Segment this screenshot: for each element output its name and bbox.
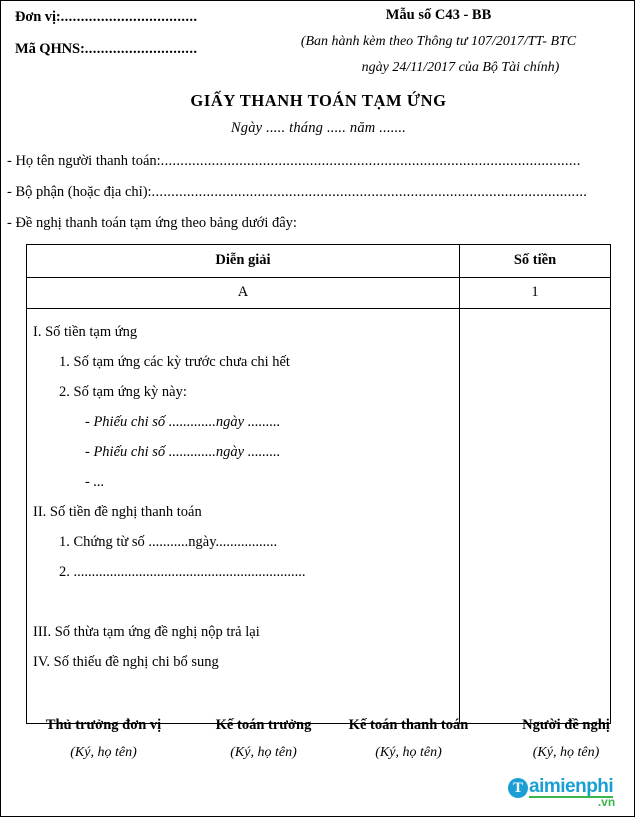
table-line-payment-voucher-more: - ... <box>85 474 105 490</box>
table-column-key-row <box>27 278 610 309</box>
header-right-block <box>256 7 621 76</box>
payer-name-row <box>7 153 631 170</box>
request-statement-label: - Đề nghị thanh toán tạm ứng theo bảng dưới đây: <box>7 215 297 231</box>
signature-note-requester: (Ký, họ tên) <box>532 745 600 760</box>
table-line-2-2[interactable]: 2. ................................................................ <box>59 564 306 580</box>
logo-wordmark: aimienphi <box>529 776 614 797</box>
column-header-description: Diễn giải <box>27 245 460 277</box>
table-line-section-4: IV. Số thiếu đề nghị chi bổ sung <box>33 654 219 670</box>
logo-badge-icon: T <box>508 778 528 798</box>
form-fields <box>7 153 631 246</box>
settlement-table <box>26 244 611 724</box>
signature-column-payment-accountant <box>321 715 496 761</box>
column-key-amount: 1 <box>531 284 539 300</box>
signature-title-head-of-unit: Thủ trưởng đơn vị <box>45 717 162 733</box>
table-line-payment-voucher-2[interactable]: - Phiếu chi số .............ngày ......... <box>85 444 281 460</box>
qhns-code-field-line <box>15 41 265 58</box>
signature-column-requester <box>496 715 635 809</box>
table-body-row <box>27 309 610 723</box>
issuing-circular-line-1: (Ban hành kèm theo Thông tư 107/2017/TT- BTC <box>300 34 577 49</box>
column-key-description: A <box>27 278 460 308</box>
signature-title-requester: Người đề nghị <box>522 717 610 733</box>
payer-name-label: - Họ tên người thanh toán: <box>7 153 161 169</box>
signature-note-chief-accountant: (Ký, họ tên) <box>230 745 297 760</box>
signature-note-payment-accountant: (Ký, họ tên) <box>375 745 442 760</box>
issuing-circular-line-2: ngày 24/11/2017 của Bộ Tài chính) <box>361 60 560 75</box>
unit-dotted-leader: .................................. <box>60 9 198 25</box>
document-header <box>1 1 634 149</box>
table-line-section-1: I. Số tiền tạm ứng <box>33 324 138 340</box>
signature-note-head-of-unit: (Ký, họ tên) <box>70 745 137 760</box>
signature-block <box>1 715 635 809</box>
department-dotted-leader[interactable]: ............................................................................................................... <box>151 184 588 200</box>
table-line-2-1[interactable]: 1. Chứng từ số ...........ngày................. <box>59 534 278 550</box>
signature-column-chief-accountant <box>206 715 321 761</box>
department-label: - Bộ phận (hoặc địa chỉ): <box>7 184 152 200</box>
signature-title-payment-accountant: Kế toán thanh toán <box>348 717 469 733</box>
qhns-code-dotted-leader: ............................ <box>84 41 198 57</box>
signature-column-head-of-unit <box>1 715 206 761</box>
logo-tld: .vn <box>597 795 616 809</box>
unit-label: Đơn vị: <box>15 9 61 25</box>
amount-column[interactable] <box>460 309 610 723</box>
table-line-section-2: II. Số tiền đề nghị thanh toán <box>33 504 202 520</box>
table-line-1-1: 1. Số tạm ứng các kỳ trước chưa chi hết <box>59 354 290 370</box>
column-header-amount: Số tiền <box>513 252 557 268</box>
table-bottom-spacer <box>27 677 459 713</box>
department-row <box>7 184 631 201</box>
unit-field-line <box>15 9 265 26</box>
table-line-1-2: 2. Số tạm ứng kỳ này: <box>59 384 187 400</box>
form-code: Mẫu số C43 - BB <box>385 7 492 23</box>
description-column <box>27 309 460 723</box>
table-line-section-3: III. Số thừa tạm ứng đề nghị nộp trả lại <box>33 624 260 640</box>
signature-title-chief-accountant: Kế toán trưởng <box>215 717 312 733</box>
taimienphi-watermark-logo <box>508 776 616 809</box>
payer-name-dotted-leader[interactable]: ........................................................................................................... <box>160 153 581 169</box>
qhns-code-label: Mã QHNS: <box>15 41 85 57</box>
table-line-payment-voucher-1[interactable]: - Phiếu chi số .............ngày ......... <box>85 414 281 430</box>
request-statement-row <box>7 215 631 232</box>
table-header-row <box>27 245 610 278</box>
document-date-line: Ngày ..... tháng ..... năm ....... <box>230 120 407 136</box>
title-block <box>1 91 635 137</box>
header-left-block <box>15 9 265 58</box>
page-title: GIẤY THANH TOÁN TẠM ỨNG <box>190 91 447 110</box>
